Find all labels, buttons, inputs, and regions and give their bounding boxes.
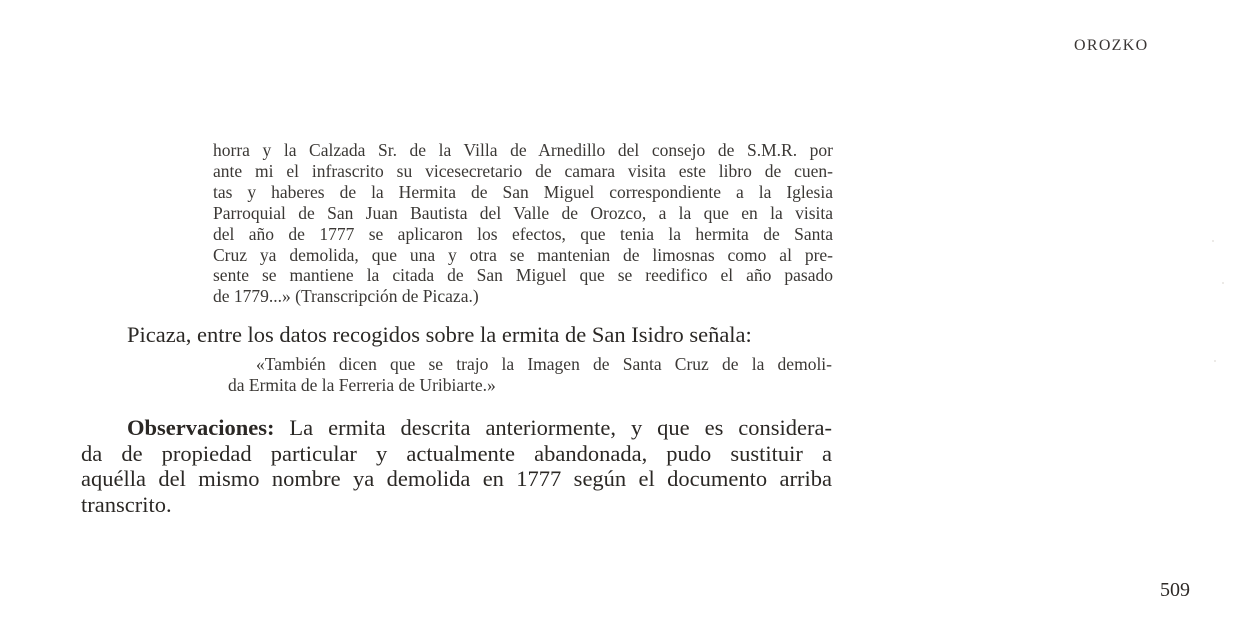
quote-line: del año de 1777 se aplicaron los efectos, que tenia la hermita de Santa [213, 223, 833, 244]
quote-block [213, 140, 833, 307]
running-head: OROZKO [1074, 37, 1149, 54]
scan-speck [1214, 360, 1216, 362]
quote-line: sente se mantiene la citada de San Miguel que se reedifico el año pasado [213, 265, 833, 286]
quote-line: Cruz ya demolida, que una y otra se mantenian de limosnas como al pre- [213, 244, 833, 265]
paragraph-line: da de propiedad particular y actualmente abandonada, pudo sustituir a [81, 440, 832, 466]
quote-line: de 1779...» (Transcripción de Picaza.) [213, 286, 479, 307]
observations-paragraph [81, 415, 832, 517]
quote-line: Parroquial de San Juan Bautista del Valle de Orozco, a la que en la visita [213, 202, 833, 223]
inner-quote-line: da Ermita de la Ferreria de Uribiarte.» [228, 374, 496, 395]
paragraph-line: transcrito. [81, 491, 172, 517]
quote-line: horra y la Calzada Sr. de la Villa de Arnedillo del consejo de S.M.R. por [213, 140, 833, 160]
scan-speck [1222, 282, 1224, 284]
body-paragraph [81, 322, 832, 348]
inner-quote-line: «También dicen que se trajo la Imagen de Santa Cruz de la demoli- [256, 354, 832, 374]
paragraph-line: aquélla del mismo nombre ya demolida en 1777 según el documento arriba [81, 466, 832, 491]
quote-line: ante mi el infrascrito su vicesecretario de camara visita este libro de cuen- [213, 160, 833, 181]
observations-label: Observaciones: [127, 415, 275, 440]
paragraph-line [81, 415, 832, 441]
quote-line: tas y haberes de la Hermita de San Miguel correspondiente a la Iglesia [213, 181, 833, 202]
observations-first-line: La ermita descrita anteriormente, y que es considera- [274, 415, 832, 440]
inner-quote [228, 354, 832, 396]
paragraph-line: Picaza, entre los datos recogidos sobre la ermita de San Isidro señala: [127, 322, 752, 347]
scan-speck [1212, 240, 1214, 242]
page-number: 509 [1160, 579, 1190, 601]
